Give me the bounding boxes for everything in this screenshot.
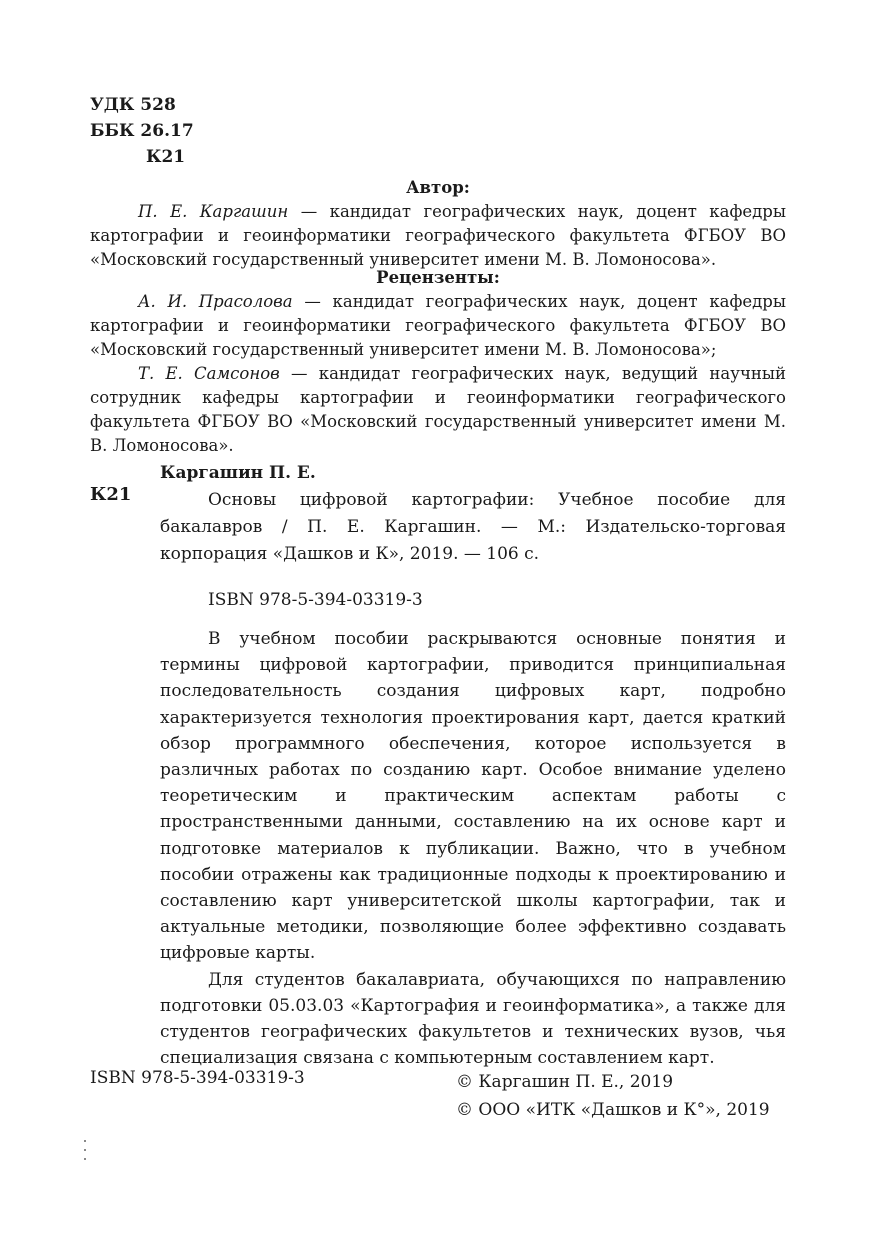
author-mark-code: К21 <box>146 147 186 167</box>
author-name: П. Е. Каргашин <box>138 202 289 221</box>
reviewer-entry <box>90 362 786 458</box>
classification-codes <box>90 92 194 170</box>
copyright-publisher: © ООО «ИТК «Дашков и К°», 2019 <box>456 1100 770 1120</box>
reviewers-heading: Рецензенты: <box>376 268 500 287</box>
author-description: — кандидат географических наук, доцент кафедры картографии и геоинформатики географического факультета ФГБОУ ВО «Московский государственный университет имени М. В. Ломоносова». <box>90 202 786 269</box>
author-heading: Автор: <box>406 178 470 197</box>
margin-marks <box>84 1140 88 1170</box>
copyright-author: © Каргашин П. Е., 2019 <box>456 1072 674 1092</box>
author-entry <box>90 200 786 272</box>
reviewer-name: Т. Е. Самсонов <box>138 364 280 383</box>
annotation-paragraph: Для студентов бакалавриата, обучающихся по направлению подготовки 05.03.03 «Картография и геоинформатика», а также для студентов географических факультетов и технических вузов, чья специализация связана с компьютерным составлением карт. <box>160 969 786 1069</box>
copyright-block <box>456 1068 770 1124</box>
reviewer-name: А. И. Прасолова <box>138 292 293 311</box>
isbn-footer: ISBN 978-5-394-03319-3 <box>90 1068 305 1088</box>
reviewer-description: — кандидат географических наук, ведущий научный сотрудник кафедры картографии и геоинформатики географического факультета ФГБОУ ВО «Московский государственный университет имени М. В. Ломоносова». <box>90 364 786 455</box>
isbn-main: ISBN 978-5-394-03319-3 <box>208 590 423 610</box>
bibliographic-record <box>160 460 786 568</box>
annotation <box>160 626 786 1071</box>
udk-code: УДК 528 <box>90 95 176 115</box>
bibliography-mark: К21 <box>90 484 132 505</box>
annotation-paragraph: В учебном пособии раскрываются основные понятия и термины цифровой картографии, приводится принципиальная последовательность создания цифровых карт, подробно характеризуется технология проектирования карт, дается краткий обзор программного обеспечения, которое используется в различных работах по созданию карт. Особое внимание уделено теоретическим и практическим аспектам работы с пространственными данными, составлению на их основе карт и подготовке материалов к публикации. Важно, что в учебном пособии отражены как традиционные подходы к проектированию и составлению карт университетской школы картографии, так и актуальные методики, позволяющие более эффективно создавать цифровые карты. <box>160 629 786 964</box>
reviewer-entry <box>90 290 786 362</box>
bibliography-author: Каргашин П. Е. <box>160 463 316 483</box>
author-section <box>90 176 786 272</box>
reviewers-section <box>90 266 786 458</box>
bibliography-description: Основы цифровой картографии: Учебное пособие для бакалавров / П. Е. Каргашин. — М.: Издательско-торговая корпорация «Дашков и К», 2019. — 106 с. <box>160 490 786 564</box>
reviewer-description: — кандидат географических наук, доцент кафедры картографии и геоинформатики географического факультета ФГБОУ ВО «Московский государственный университет имени М. В. Ломоносова»; <box>90 292 786 359</box>
bbk-code: ББК 26.17 <box>90 121 194 141</box>
